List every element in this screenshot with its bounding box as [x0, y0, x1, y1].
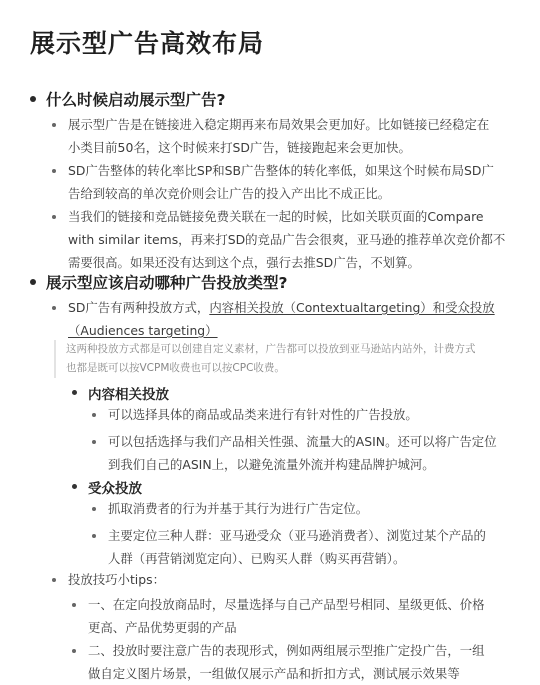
list-item-prefix: SD广告有两种投放方式，	[68, 300, 210, 315]
list-item-line: 告给到较高的单次竞价则会让广告的投入产出比不成正比。	[68, 186, 391, 201]
list-item-line: 展示型广告是在链接进入稳定期再来布局效果会更加好。比如链接已经稳定在	[68, 117, 490, 132]
bullet-icon	[92, 413, 96, 417]
list-item-line	[68, 319, 522, 342]
bullet-icon	[72, 603, 76, 607]
list-item-line: 做自定义图片场景，一组做仅展示产品和折扣方式，测试展示效果等	[88, 666, 460, 681]
section-heading-text: 什么时候启动展示型广告?	[46, 91, 226, 109]
list-item	[72, 593, 524, 639]
bullet-icon	[52, 169, 56, 173]
list-item	[72, 639, 524, 685]
page-title: 展示型广告高效布局	[30, 29, 265, 58]
bullet-icon	[30, 279, 36, 285]
section-heading-text: 展示型应该启动哪种广告投放类型?	[46, 274, 288, 292]
list-item	[52, 205, 522, 274]
bullet-icon	[30, 96, 36, 102]
list-item-line: 一、在定向投放商品时，尽量选择与自己产品型号相同、星级更低、价格	[88, 597, 485, 612]
bullet-icon	[52, 215, 56, 219]
list-item-line	[68, 296, 522, 319]
section-heading-when	[30, 88, 226, 110]
list-item	[52, 113, 522, 159]
list-item	[92, 524, 524, 570]
section-heading-type	[30, 271, 288, 293]
list-item-line: 可以包括选择与我们产品相关性强、流量大的ASIN。还可以将广告定位	[108, 434, 497, 449]
subheading-text: 内容相关投放	[88, 387, 169, 403]
note-line: 这两种投放方式都是可以创建自定义素材，广告都可以投放到亚马逊站内站外，计费方式	[66, 343, 476, 355]
list-item-line: 投放技巧小tips：	[68, 572, 165, 587]
list-item-tips	[52, 568, 522, 591]
subheading-text: 受众投放	[88, 481, 142, 497]
list-item	[92, 403, 524, 426]
list-item	[52, 159, 522, 205]
bullet-icon	[52, 578, 56, 582]
list-item	[92, 430, 524, 476]
list-item-line: 抓取消费者的行为并基于其行为进行广告定位。	[108, 501, 369, 516]
bullet-icon	[52, 123, 56, 127]
list-item-line: SD广告整体的转化率比SP和SB广告整体的转化率低，如果这个时候布局SD广	[68, 163, 494, 178]
list-item-line: 人群（再营销浏览定向）、已购买人群（购买再营销）。	[108, 551, 406, 566]
list-item-line: 二、投放时要注意广告的表现形式，例如两组展示型推广定投广告，一组	[88, 643, 485, 658]
list-item-line: with similar items，再来打SD的竞品广告会很爽，亚马逊的推荐单次竞价都不	[68, 232, 506, 247]
list-item-line: 到我们自己的ASIN上，以避免流量外流并构建品牌护城河。	[108, 457, 435, 472]
list-item-line: 需要很高。如果还没有达到这个点，强行去推SD广告，不划算。	[68, 255, 420, 270]
list-item	[92, 497, 524, 520]
subheading-contextual	[72, 383, 169, 403]
note-line: 也都是既可以按VCPM收费也可以按CPC收费。	[66, 362, 285, 374]
bullet-icon	[72, 484, 77, 489]
list-item-line: 当我们的链接和竞品链接免费关联在一起的时候，比如关联页面的Compare	[68, 209, 484, 224]
bullet-icon	[92, 440, 96, 444]
subheading-audience	[72, 477, 142, 497]
bullet-icon	[92, 534, 96, 538]
bullet-icon	[92, 507, 96, 511]
bullet-icon	[72, 390, 77, 395]
list-item-line: 主要定位三种人群：亚马逊受众（亚马逊消费者）、浏览过某个产品的	[108, 528, 486, 543]
bullet-icon	[72, 649, 76, 653]
bullet-icon	[52, 306, 56, 310]
underlined-text: 内容相关投放（Contextualtargeting）和受众投放	[209, 300, 495, 315]
list-item-line: 小类目前50名，这个时候来打SD广告，链接跑起来会更加快。	[68, 140, 411, 155]
underlined-text: （Audiences targeting）	[68, 323, 218, 338]
list-item-line: 更高、产品优势更弱的产品	[88, 620, 237, 635]
list-item-line: 可以选择具体的商品或品类来进行有针对性的广告投放。	[108, 407, 418, 422]
note-quote	[54, 340, 536, 378]
list-item	[52, 296, 522, 342]
